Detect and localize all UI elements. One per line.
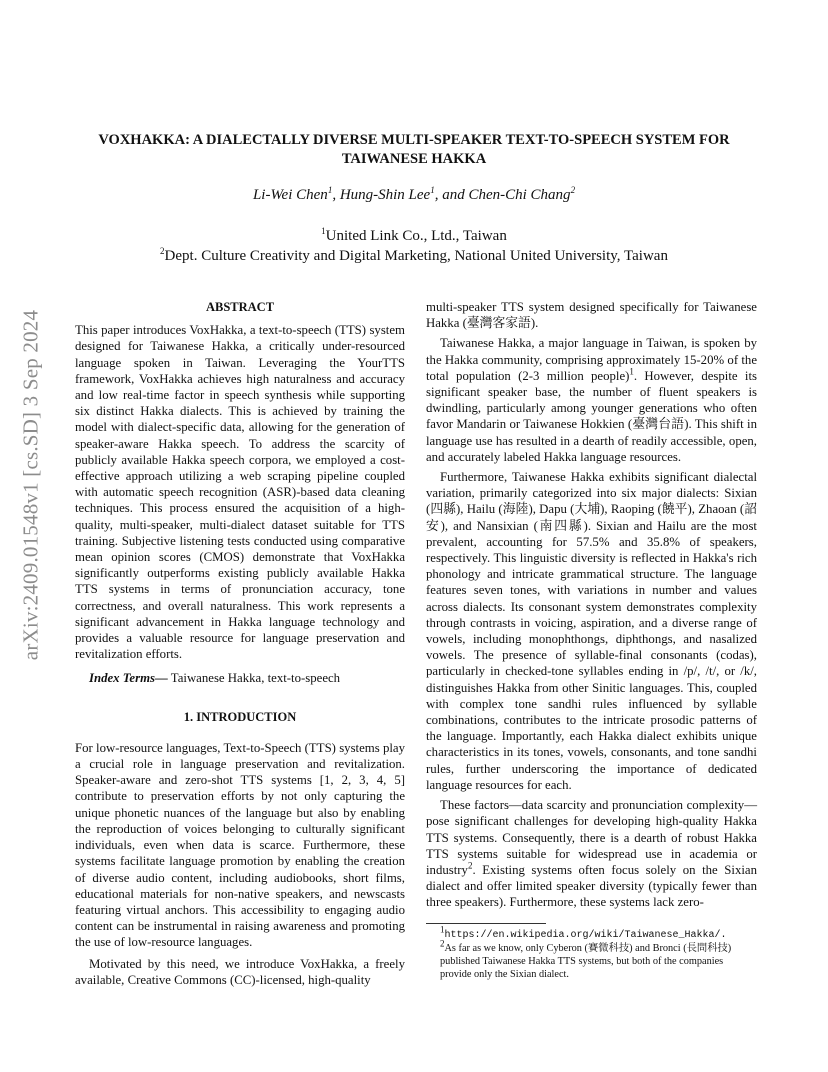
arxiv-stamp bbox=[19, 298, 43, 672]
footnote-ref-1: 1 bbox=[629, 366, 634, 377]
right-paragraph-3-a: These factors—data scarcity and pronunciation complexity—pose significant challenges for developing high-quality Hakka TTS systems. Consequently, there is a dearth of robust Hakka TTS systems suitable for widespread use in academia or industry bbox=[426, 798, 757, 877]
affiliation-1 bbox=[60, 226, 768, 246]
affiliation-2-mark: 2 bbox=[160, 246, 165, 256]
author-1: Li-Wei Chen bbox=[252, 187, 328, 203]
author-2: Hung-Shin Lee bbox=[339, 187, 431, 203]
left-column bbox=[75, 299, 405, 988]
author-3-affil: 2 bbox=[570, 185, 576, 195]
index-terms-label: Index Terms— bbox=[89, 671, 168, 686]
index-terms bbox=[75, 670, 405, 686]
abstract-heading: ABSTRACT bbox=[205, 300, 275, 314]
right-column bbox=[426, 299, 757, 911]
footnote-2 bbox=[426, 938, 757, 981]
introduction-heading: 1. INTRODUCTION bbox=[183, 709, 297, 724]
author-1-affil: 1 bbox=[327, 185, 333, 195]
author-2-affil: 1 bbox=[430, 185, 435, 195]
arxiv-stamp-text: arXiv:2409.01548v1 [cs.SD] 3 Sep 2024 bbox=[18, 309, 43, 661]
affiliation-2 bbox=[60, 246, 768, 266]
right-paragraph-1-b: . However, despite its significant speaker base, the number of fluent speakers is dwindling, particularly among younger generations who often favor Mandarin or Taiwanese Hokkien (臺灣台語). This shift in language use has resulted in a dearth of readily accessible, open, and accurately labeled Hakka language resources. bbox=[426, 368, 757, 464]
author-3: Chen-Chi Chang bbox=[468, 187, 571, 203]
right-paragraph-0: multi-speaker TTS system designed specifically for Taiwanese Hakka (臺灣客家語). bbox=[426, 300, 757, 331]
right-paragraph-2: Furthermore, Taiwanese Hakka exhibits significant dialectal variation, primarily categorized into six major dialects: Sixian (四縣), Hailu (海陸), Dapu (大埔), Raoping (饒平), Zhaoan (詔安), and Nansixian (南四縣). Sixian and Hailu are the most prevalent, accounting for 57.5% and 35.8% of speakers, respectively. This linguistic diversity is reflected in Hakka's rich phonology and intricate grammatical structure. The language features seven tones, with variations in number and values across dialects. Its consonant system demonstrates complexity through contrasts in voicing, aspiration, and a diverse range of vowels, including monophthongs, diphthongs, and nasalized vowels. The presence of syllable-final consonants (codas), particularly in checked-tone syllables ending in /p/, /t/, or /k/, distinguishes Hakka from other Sinitic languages. This, coupled with complex tone sandhi rules influenced by syllable combinations, contributes to the intricate prosodic patterns of the language. Importantly, each Hakka dialect exhibits unique characteristics in its tones, vowels, consonants, and tone sandhi rules, further underscoring the importance of dedicated language resources for each. bbox=[426, 470, 757, 792]
right-paragraph-3-b: . Existing systems often focus solely on the Sixian dialect and offer limited speaker diversity (typically fewer than three speakers). Furthermore, these systems lack zero- bbox=[426, 862, 757, 910]
abstract-text: This paper introduces VoxHakka, a text-to-speech (TTS) system designed for Taiwanese Hakka, a critically under-resourced language spoken in Taiwan. Leveraging the YourTTS framework, VoxHakka achieves high naturalness and accuracy and low real-time factor in speech synthesis while supporting six distinct Hakka dialects. This is achieved by training the model with dialect-specific data, allowing for the generation of speaker-aware Hakka speech. To address the scarcity of publicly available Hakka speech corpora, we employed a cost-effective approach utilizing a web scraping pipeline coupled with automatic speech recognition (ASR)-based data cleaning techniques. This process ensured the acquisition of a high-quality, multi-speaker, multi-dialect dataset suitable for TTS training. Subjective listening tests conducted using comparative mean opinion scores (CMOS) demonstrate that VoxHakka significantly outperforms existing publicly available Hakka TTS systems in terms of pronunciation accuracy, tone correctness, and overall naturalness. This work represents a significant advancement in Hakka language technology and provides a valuable resource for language preservation and revitalization efforts. bbox=[75, 323, 405, 662]
footnote-2-text: As far as we know, only Cyberon (賽微科技) and Bronci (長問科技) published Taiwanese Hakka TTS systems, but both of the companies provide only the Sixian dialect. bbox=[440, 943, 732, 980]
author-separator: , and bbox=[434, 187, 469, 203]
index-terms-text: Taiwanese Hakka, text-to-speech bbox=[170, 671, 341, 686]
paper-title: VOXHAKKA: A DIALECTALLY DIVERSE MULTI-SPEAKER TEXT-TO-SPEECH SYSTEM FOR TAIWANESE HAKKA bbox=[98, 132, 730, 167]
right-paragraph-3 bbox=[426, 797, 757, 910]
footnotes bbox=[426, 923, 757, 981]
affiliation-1-mark: 1 bbox=[321, 226, 326, 236]
author-separator: , bbox=[332, 187, 340, 203]
right-paragraph-1-a: Taiwanese Hakka, a major language in Taiwan, is spoken by the Hakka community, comprising approximately 15-20% of the total population (2-3 million people) bbox=[426, 336, 757, 383]
affiliation-2-text: Dept. Culture Creativity and Digital Marketing, National United University, Taiwan bbox=[164, 248, 668, 264]
affiliations bbox=[60, 226, 768, 266]
intro-paragraph-1: For low-resource languages, Text-to-Speech (TTS) systems play a crucial role in language preservation and revitalization. Speaker-aware and zero-shot TTS systems [1, 2, 3, 4, 5] contribute to preservation efforts by not only capturing the unique phonetic nuances of the language but also by enabling the reproduction of voices belonging to culturally significant individuals, even when data is scarce. Furthermore, these systems facilitate language promotion by enabling the creation of diverse audio content, including audiobooks, short films, educational materials for non-native speakers, and newscasts featuring virtual anchors. This accessibility to engaging audio content can be instrumental in raising awareness and promoting the use of low-resource languages. bbox=[75, 740, 405, 950]
authors-line bbox=[70, 187, 758, 204]
footnote-ref-2: 2 bbox=[467, 860, 473, 871]
footnote-1 bbox=[426, 924, 757, 942]
footnote-1-mark: 1 bbox=[440, 924, 445, 935]
footnote-1-url[interactable]: https://en.wikipedia.org/wiki/Taiwanese_Hakka/. bbox=[444, 930, 727, 941]
affiliation-1-text: United Link Co., Ltd., Taiwan bbox=[325, 228, 507, 244]
right-paragraph-1 bbox=[426, 335, 757, 465]
footnote-2-mark: 2 bbox=[440, 938, 445, 949]
intro-paragraph-2: Motivated by this need, we introduce VoxHakka, a freely available, Creative Commons (CC)-licensed, high-quality bbox=[75, 956, 405, 987]
